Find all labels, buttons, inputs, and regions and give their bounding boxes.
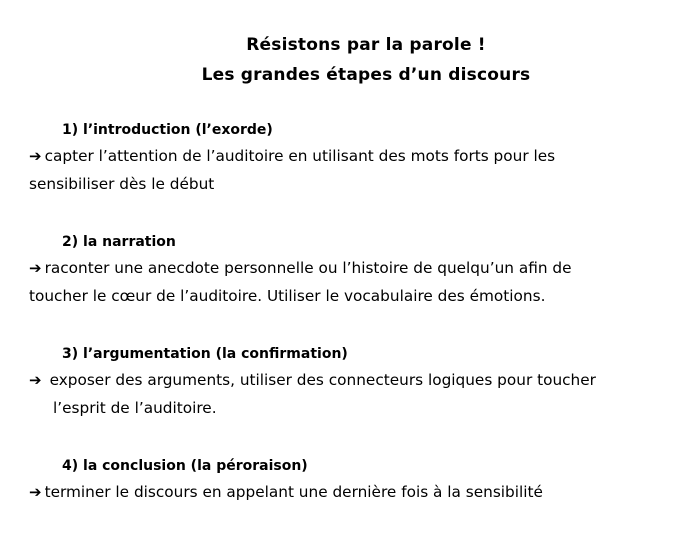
section-text: exposer des arguments, utiliser des connecteurs logiques pour toucher	[49, 371, 596, 389]
section-text-line	[29, 478, 674, 506]
section-text-line	[29, 170, 674, 198]
section-heading: 3) l’argumentation (la confirmation)	[62, 346, 348, 362]
section-text-line	[29, 394, 674, 422]
section-text-line	[29, 282, 674, 310]
document-title: Résistons par la parole !	[246, 35, 486, 55]
section-text: l’esprit de l’auditoire.	[53, 399, 217, 417]
arrow-right-icon: ➔	[29, 259, 42, 277]
section-text-line	[29, 366, 674, 394]
section-heading: 1) l’introduction (l’exorde)	[62, 122, 273, 138]
section-text: toucher le cœur de l’auditoire. Utiliser le vocabulaire des émotions.	[29, 287, 546, 305]
section-conclusion	[29, 456, 674, 506]
section-text: sensibiliser dès le début	[29, 175, 215, 193]
document-title-block	[0, 30, 690, 90]
section-text-line	[29, 254, 674, 282]
arrow-right-icon: ➔	[29, 483, 42, 501]
section-heading: 2) la narration	[62, 234, 176, 250]
arrow-right-icon: ➔	[29, 371, 42, 389]
section-text: capter l’attention de l’auditoire en utilisant des mots forts pour les	[44, 147, 556, 165]
section-text: raconter une anecdote personnelle ou l’histoire de quelqu’un afin de	[44, 259, 572, 277]
section-text: terminer le discours en appelant une dernière fois à la sensibilité	[44, 483, 543, 501]
section-introduction	[29, 120, 674, 198]
document-subtitle: Les grandes étapes d’un discours	[201, 65, 531, 85]
section-narration	[29, 232, 674, 310]
section-heading: 4) la conclusion (la péroraison)	[62, 458, 308, 474]
section-argumentation	[29, 344, 674, 422]
section-text-line	[29, 142, 674, 170]
arrow-right-icon: ➔	[29, 147, 42, 165]
